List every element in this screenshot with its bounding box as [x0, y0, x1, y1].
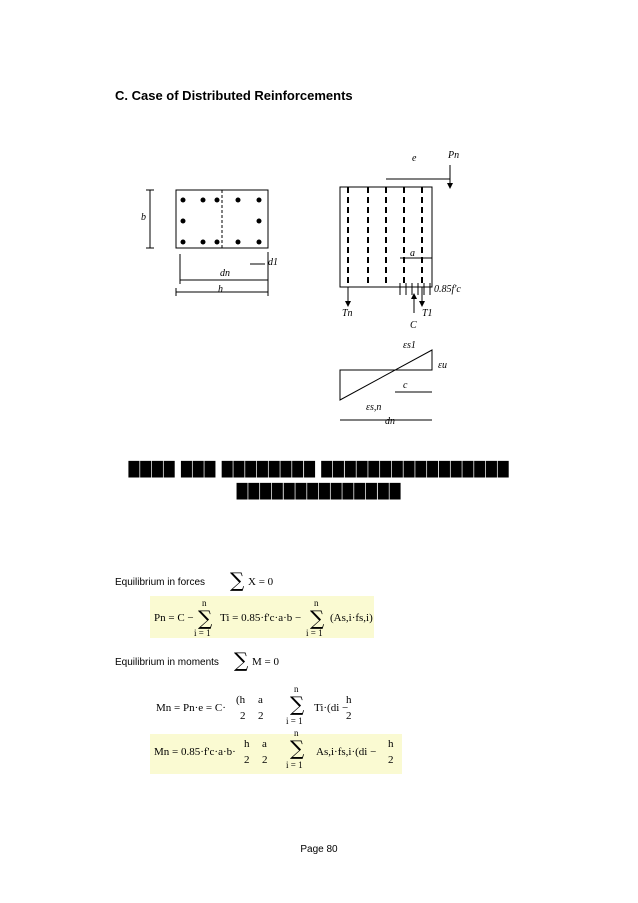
moments2-sum-n: n — [294, 728, 299, 738]
moments-equation-highlight — [150, 728, 402, 774]
frac5-den: 2 — [262, 754, 268, 766]
moments-sum: ∑ — [290, 692, 305, 716]
eq-moments-label: Equilibrium in moments — [115, 657, 219, 668]
sum-x-equation: X = 0 — [248, 576, 274, 588]
forces-sum1-i1: i = 1 — [194, 628, 211, 638]
frac3-num: h — [346, 694, 352, 706]
strain-es1-label: εs1 — [403, 340, 416, 351]
forces-sum1: ∑ — [198, 606, 213, 630]
frac3-den: 2 — [346, 710, 352, 722]
dim-dn-label: dn — [220, 268, 230, 279]
forces-term2: (As,i·fs,i) — [330, 612, 373, 624]
moments2-sum-i1: i = 1 — [286, 760, 303, 770]
force-pn-label: Pn — [448, 150, 460, 161]
sum-m-equation: M = 0 — [252, 656, 279, 668]
section-heading: C. Case of Distributed Reinforcements — [115, 88, 353, 103]
moments-sum-n: n — [294, 684, 299, 694]
frac1-den: 2 — [240, 710, 246, 722]
moments-sum-i1: i = 1 — [286, 716, 303, 726]
moments-ti-di: Ti·(di − — [314, 702, 349, 714]
sum-m-symbol: ∑ — [234, 648, 249, 672]
force-e-label: e — [412, 153, 417, 164]
forces-term1: Ti = 0.85·f'c·a·b − — [220, 612, 302, 624]
force-c-label: C — [410, 320, 417, 331]
strain-esn-label: εs,n — [366, 402, 382, 413]
frac1-num: (h — [236, 694, 246, 706]
eq-forces-label: Equilibrium in forces — [115, 577, 206, 588]
strain-dn-label: dn — [385, 416, 395, 427]
strain-diagram — [330, 340, 470, 430]
dim-d1-label: d1 — [268, 257, 278, 268]
page-number: Page 80 — [300, 844, 338, 855]
dim-b-label: b — [141, 212, 146, 223]
moments2-sum: ∑ — [290, 736, 305, 760]
frac4-num: h — [244, 738, 250, 750]
moments-line1-lhs: Mn = Pn·e = C· — [156, 702, 226, 714]
force-t1-label: T1 — [422, 308, 433, 319]
forces-sum2-i1: i = 1 — [306, 628, 323, 638]
cross-section-figure — [110, 170, 310, 310]
section-outline — [176, 190, 268, 248]
forces-sum2-n: n — [314, 598, 319, 608]
rebar-dots — [181, 198, 262, 245]
figure-caption-line2: ██████████████ — [236, 484, 402, 500]
forces-equation-highlight — [150, 596, 374, 638]
strain-c-label: c — [403, 380, 408, 391]
moments-line2-lhs: Mn = 0.85·f'c·a·b· — [154, 746, 236, 758]
forces-sum1-n: n — [202, 598, 207, 608]
stress-label: 0.85f'c — [434, 284, 461, 295]
figure-caption-line1: ████ ███ ████████ ████████████████ — [128, 462, 510, 478]
forces-sum2: ∑ — [310, 606, 325, 630]
frac5-num: a — [262, 738, 267, 750]
dim-h-label: h — [218, 284, 223, 295]
h-var: h — [239, 694, 246, 706]
strain-eu-label: εu — [438, 360, 447, 371]
frac2-num: a — [258, 694, 263, 706]
force-tn-label: Tn — [342, 308, 353, 319]
frac2-den: 2 — [258, 710, 264, 722]
force-a-label: a — [410, 248, 415, 259]
frac4-den: 2 — [244, 754, 250, 766]
sum-symbol: ∑ — [230, 568, 245, 592]
frac6-num: h — [388, 738, 394, 750]
forces-lhs: Pn = C − — [154, 612, 194, 624]
frac6-den: 2 — [388, 754, 394, 766]
moments-as-fs: As,i·fs,i·(di − — [316, 746, 377, 758]
